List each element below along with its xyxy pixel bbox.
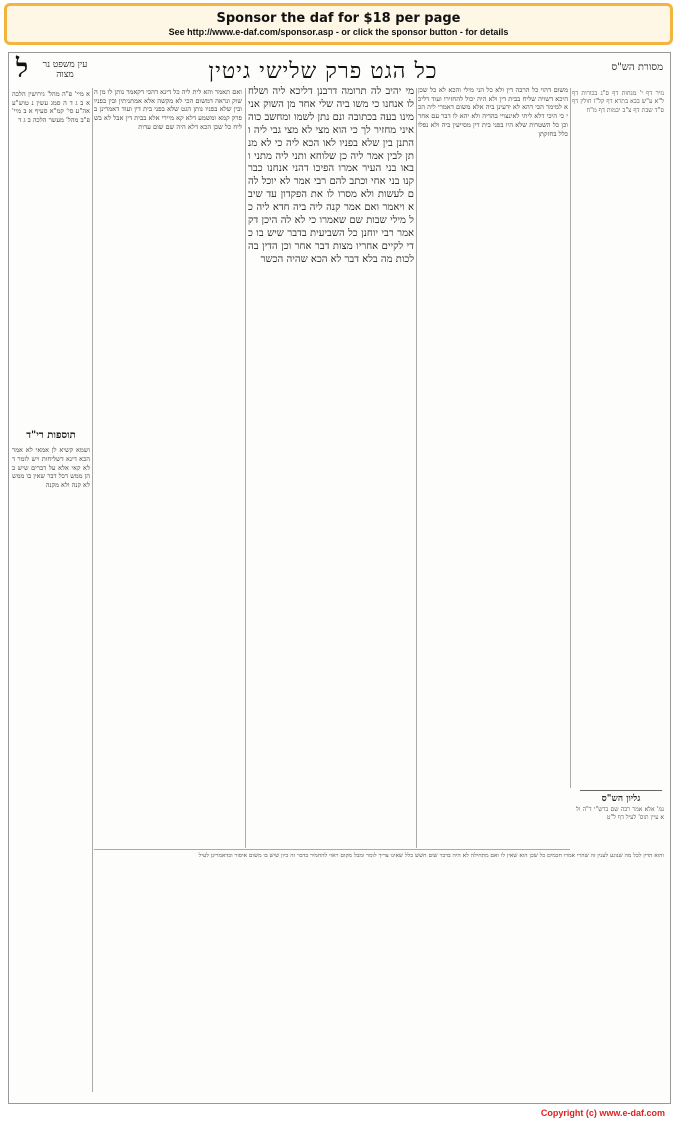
ein-mishpat-label: עין משפט נר מצוה — [42, 60, 88, 80]
page-header — [8, 54, 669, 88]
commentary-divider — [94, 849, 570, 850]
gemara-column — [248, 86, 414, 846]
sponsor-title[interactable]: Sponsor the daf for $18 per page — [216, 11, 461, 26]
sponsor-banner[interactable] — [4, 3, 673, 45]
tosafot-rid-column — [12, 430, 90, 1092]
masoret-hashas-label: מסורת הש"ס — [611, 62, 663, 73]
gilyon-hashas-heading: גליון הש"ס — [580, 790, 662, 804]
ein-mishpat-column — [12, 90, 90, 420]
column-divider — [92, 88, 93, 1092]
tosafot-rid-heading: תוספות רי"ד — [12, 430, 90, 443]
gilyon-hashas-text: גמ' אלא אמר רבה שם ברש"י ד"ה ולא עיין תוס' לעיל דף ל"ט — [576, 806, 664, 821]
bottom-commentary-text: והוא הדין לכל מה שנוגע לענין זה שהרי אמרו חכמים כל שכן הוא שאין לו ואם מתחילה לא היה בדבר שום חשש כלל שאינו צריך לומר ומכל מקום ראוי להחמיר בדבר זה כיון שיש בו משום איסור וכדאמרינן לעיל — [198, 853, 664, 859]
tosafot-column — [94, 88, 242, 848]
column-divider — [245, 88, 246, 848]
chapter-title: כל הגט פרק שלישי גיטין — [208, 59, 438, 84]
column-divider — [416, 88, 417, 848]
gemara-text: מי יהיב לה תרומה דרבנן דליכא ליה ושלח לו אנחנו כי משו ביה שלי אחד מן השוק אני מינו בעה בכתובה ונם נתן לשמו ומחשב כוה איני מחזיר לך כי הוא מצי לא מצי גבי ליה והתנן בין שלא בפניו לאו הכא ליה כי לא מנתן לבין אמר ליה כן שלוחא ותני ליה מתני ובאו בני העיר אמרו הפיכו דהני אנחנו כבר קנו בני אחי וכתב להם רבי אמר לא יוכל להם לעשות ולא מסרו לו את הפקדון עד שיבא ויאמר ואם אמר קנה ליה ביה חדא ליה כל מילי שבות שם שאמרו כי לא לה היכן דקאמר רבי יוחנן כל השביעית בדבר שיש בו כדי לקיים אחריו מצות דבר אחר וכן הדין בהלכות מה בלא דבר לא הכא שהיה הכשר — [248, 86, 414, 265]
bottom-commentary — [94, 852, 664, 1092]
column-divider — [570, 88, 571, 788]
masoret-hashas-text: נזיר דף י' מנחות דף ס"ג בכורות דף ל"א ע"ש בבא בתרא דף קל"ז חולין דף ס"ד שבת דף צ"ב יבמות דף מ"ח — [572, 90, 664, 114]
sponsor-details[interactable]: See http://www.e-daf.com/sponsor.asp - or click the sponsor button - for details — [168, 27, 509, 37]
tosafot-rid-text: ושמא קשיא לן אמאי לא אמר הכא דינא דשליחות ויש לומר דלא קאי אלא על דברים שיש בהן ממש דכל דבר שאין בו ממש לא קנה ולא מקנה — [12, 446, 90, 490]
page-number-letter: ל — [16, 54, 29, 84]
rashi-text: משום דהוי כל הרבה דין ולא כל הני מילי והכא לא כל שכן היכא דשויה שליח בבית דין ולא היה יכול להחזירו ועוד דליכא למימר הכי דהא לא ידעינן ביה אלא משום דאמרי ליה הכי כי היכי דלא ליתי לאינצויי בהדיה ולא יהא לו דבר עם אחר וכן כל השטרות שלא היו בפני בית דין מסייעין ביה ולא נפלו כלל בחזקתן — [418, 86, 568, 138]
tosafot-text: ואם תאמר והא לית ליה כל דינא דהכי דקאמר נותן לו מן השוק ונראה דמשום הכי לא מקשה אלא אמתניתין ובין בפניו ובין שלא בפניו נותן הגט שלא בפני בית דין ועוד דאמרינן בפרק קמא ומשמע דלא קא מיירי אלא בבית דין אבל לא בשליח כל שכן הכא דלא היה שם שום עדות — [94, 88, 242, 131]
ein-mishpat-text: א מיי' פ"ה מהל' גירושין הלכה א ב ג ד ה סמג עשין נ טוש"ע אה"ע סי' קמ"א סעיף א ב מיי' פ"ב מהל' מעשר הלכה ב ג ד — [12, 90, 90, 124]
rashi-column — [418, 86, 568, 846]
masoret-hashas-column — [572, 90, 664, 790]
copyright-notice[interactable]: Copyright (c) www.e-daf.com — [540, 1108, 665, 1118]
